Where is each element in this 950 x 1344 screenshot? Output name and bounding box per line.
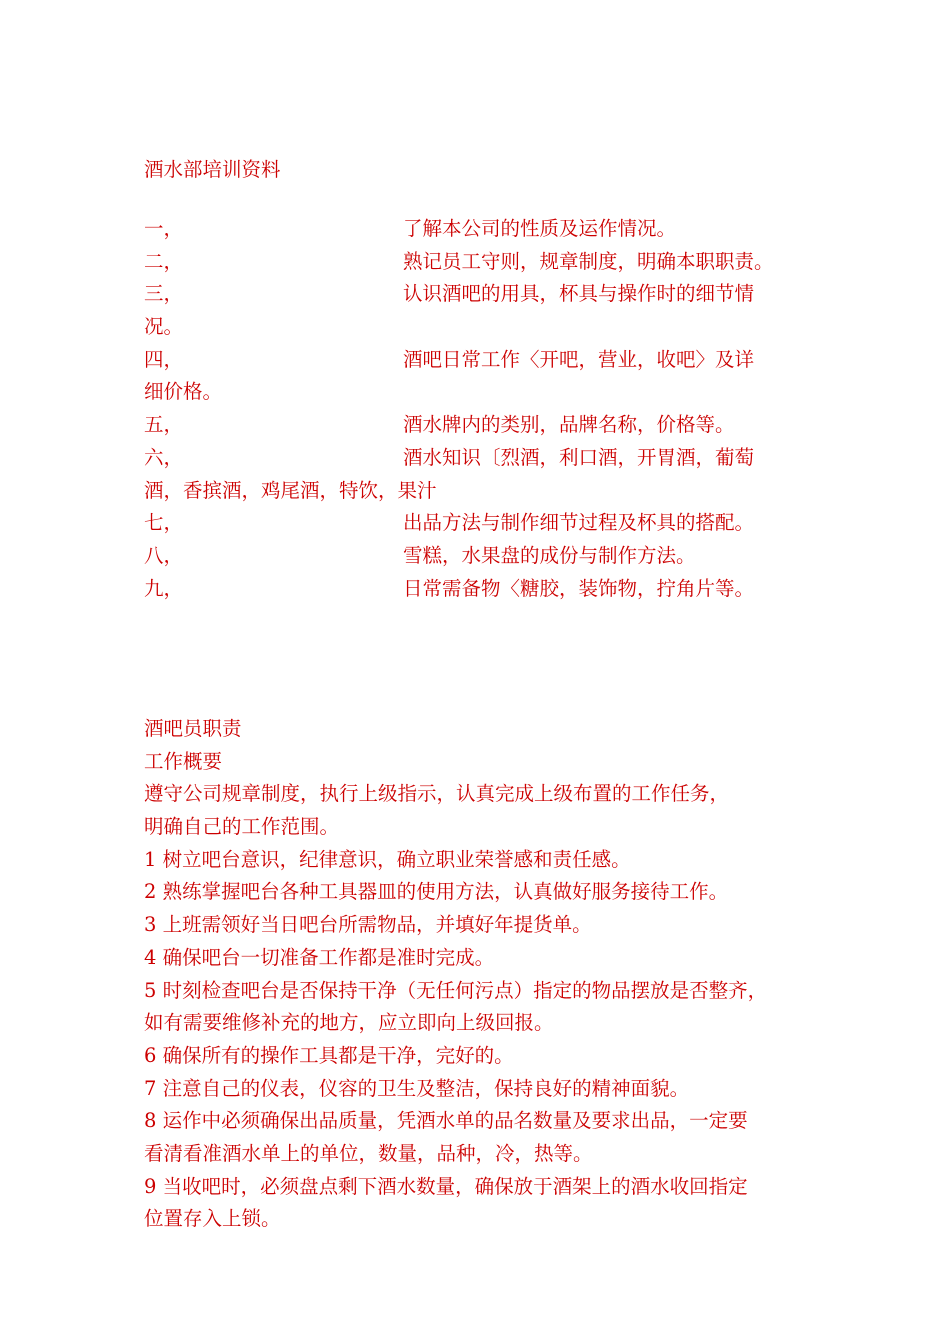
outline-text: 酒水牌内的类别，品牌名称，价格等。 <box>403 413 735 437</box>
outline-item-3 <box>144 278 812 311</box>
outline-text: 日常需备物〈糖胶，装饰物，拧角片等。 <box>403 576 755 600</box>
summary-text: 遵守公司规章制度，执行上级指示，认真完成上级布置的工作任务， <box>144 782 730 806</box>
outline-number: 一， <box>144 217 184 240</box>
outline-number: 九， <box>144 576 184 600</box>
duty-item-9: 9 当收吧时，必须盘点剩下酒水数量，确保放于酒架上的酒水收回指定 <box>144 1174 748 1198</box>
outline-item-9 <box>144 573 812 606</box>
outline-text: 了解本公司的性质及运作情况。 <box>403 217 677 240</box>
duty-item-5-continued: 如有需要维修补充的地方，应立即向上级回报。 <box>144 1011 554 1035</box>
outline-text: 认识酒吧的用具，杯具与操作时的细节情 <box>403 282 755 306</box>
duty-item-7: 7 注意自己的仪表，仪容的卫生及整洁，保持良好的精神面貌。 <box>144 1076 690 1100</box>
outline-item-2 <box>144 246 812 279</box>
section-heading: 酒吧员职责 <box>144 717 242 740</box>
outline-text: 出品方法与制作细节过程及杯具的搭配。 <box>403 511 755 535</box>
outline-item-8 <box>144 540 812 573</box>
outline-number: 八， <box>144 543 184 567</box>
outline-item-5 <box>144 409 812 442</box>
document-title: 酒水部培训资料 <box>144 158 281 181</box>
outline-number: 二， <box>144 249 184 273</box>
duty-item-1: 1 树立吧台意识，纪律意识，确立职业荣誉感和责任感。 <box>144 847 631 871</box>
outline-text: 酒吧日常工作〈开吧，营业，收吧〉及详 <box>403 347 755 371</box>
duty-item-2: 2 熟练掌握吧台各种工具器皿的使用方法，认真做好服务接待工作。 <box>144 880 729 904</box>
duty-item-6: 6 确保所有的操作工具都是干净，完好的。 <box>144 1043 514 1067</box>
outline-item-7 <box>144 507 812 540</box>
duty-item-8: 8 运作中必须确保出品质量，凭酒水单的品名数量及要求出品，一定要 <box>144 1109 748 1133</box>
outline-continuation: 细价格。 <box>144 380 223 404</box>
outline-number: 五， <box>144 413 184 437</box>
training-outline <box>144 213 812 605</box>
outline-text: 熟记员工守则，规章制度，明确本职职责。 <box>403 249 774 273</box>
duty-item-4: 4 确保吧台一切准备工作都是准时完成。 <box>144 945 495 969</box>
duty-item-9-continued: 位置存入上锁。 <box>144 1207 281 1231</box>
summary-text: 明确自己的工作范围。 <box>144 815 340 839</box>
outline-item-4 <box>144 344 812 377</box>
section-subheading: 工作概要 <box>144 749 223 773</box>
duty-item-3: 3 上班需领好当日吧台所需物品，并填好年提货单。 <box>144 913 592 937</box>
outline-text: 酒水知识〔烈酒，利口酒，开胃酒，葡萄 <box>403 445 755 469</box>
outline-item-1 <box>144 213 812 246</box>
bartender-duties-section <box>144 713 824 1236</box>
outline-number: 七， <box>144 511 184 535</box>
outline-number: 四， <box>144 347 184 371</box>
duty-item-5: 5 时刻检查吧台是否保持干净（无任何污点）指定的物品摆放是否整齐， <box>144 978 768 1002</box>
outline-continuation: 况。 <box>144 315 184 339</box>
duty-item-8-continued: 看清看准酒水单上的单位，数量，品种，冷，热等。 <box>144 1141 593 1165</box>
outline-item-6 <box>144 442 812 475</box>
outline-text: 雪糕，水果盘的成份与制作方法。 <box>403 543 696 567</box>
outline-continuation: 酒，香摈酒，鸡尾酒，特饮，果汁 <box>144 478 437 502</box>
outline-number: 三， <box>144 282 184 306</box>
outline-number: 六， <box>144 445 184 469</box>
